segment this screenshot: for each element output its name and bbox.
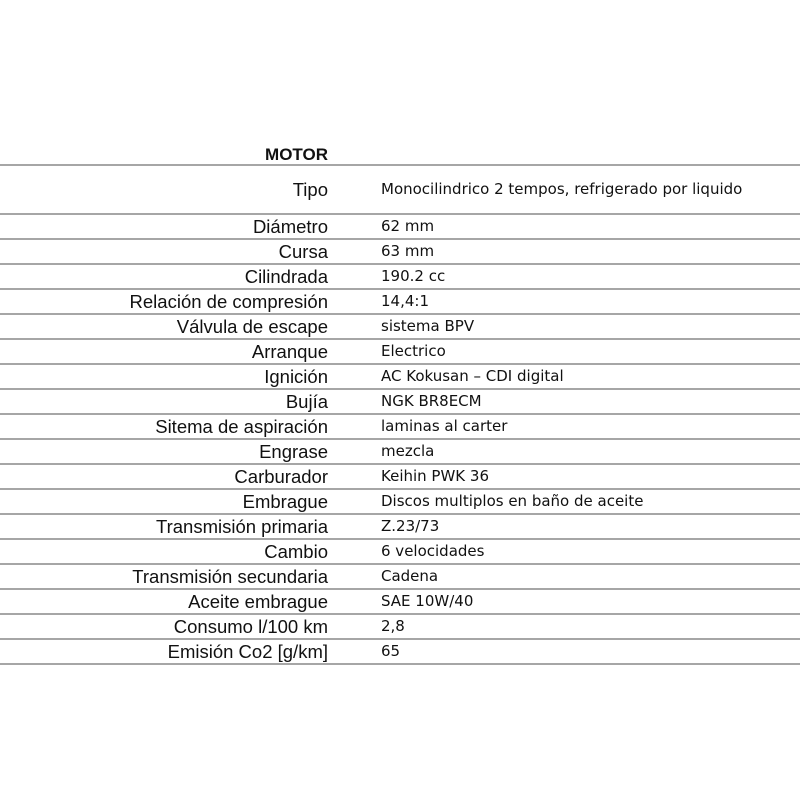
spec-label: Transmisión primaria: [155, 516, 328, 537]
spec-value: SAE 10W/40: [381, 592, 474, 610]
spec-label: Cambio: [264, 541, 328, 562]
spec-row-ignicion: [0, 363, 800, 388]
spec-label: Diámetro: [252, 216, 328, 237]
spec-value: Electrico: [381, 342, 446, 360]
spec-row-tipo: [0, 164, 800, 213]
spec-value: mezcla: [381, 442, 435, 460]
spec-row-cursa: [0, 238, 800, 263]
spec-row-engrase: [0, 438, 800, 463]
spec-row-consumo: [0, 613, 800, 638]
spec-value: Cadena: [381, 567, 439, 585]
spec-label: Engrase: [259, 441, 328, 462]
spec-row-bujia: [0, 388, 800, 413]
spec-row-carburador: [0, 463, 800, 488]
spec-label: Ignición: [264, 366, 328, 387]
spec-value: NGK BR8ECM: [381, 392, 482, 410]
spec-row-cilindrada: [0, 263, 800, 288]
spec-label: Aceite embrague: [188, 591, 328, 612]
spec-row-aceite-embrague: [0, 588, 800, 613]
spec-value: 63 mm: [381, 242, 435, 260]
spec-row-emision-co2: [0, 638, 800, 665]
spec-label: Cilindrada: [244, 266, 328, 287]
spec-label: Válvula de escape: [176, 316, 328, 337]
spec-row-aspiracion: [0, 413, 800, 438]
spec-row-cambio: [0, 538, 800, 563]
spec-label: Carburador: [234, 466, 328, 487]
spec-value: 65: [381, 642, 401, 660]
spec-label: Transmisión secundaria: [132, 566, 328, 587]
spec-value: AC Kokusan – CDI digital: [381, 367, 564, 385]
spec-label: Arranque: [251, 341, 328, 362]
spec-label: Emisión Co2 [g/km]: [167, 641, 328, 662]
spec-row-arranque: [0, 338, 800, 363]
spec-label: Bujía: [285, 391, 328, 412]
spec-label: Cursa: [278, 241, 328, 262]
spec-value: Monocilindrico 2 tempos, refrigerado por liquido: [381, 180, 743, 198]
spec-label: Sitema de aspiración: [155, 416, 328, 437]
spec-table: [0, 164, 800, 665]
spec-label: Embrague: [242, 491, 328, 512]
spec-row-valvula-escape: [0, 313, 800, 338]
spec-value: Z.23/73: [381, 517, 440, 535]
spec-value: 62 mm: [381, 217, 435, 235]
spec-value: 2,8: [381, 617, 405, 635]
spec-value: Discos multiplos en baño de aceite: [381, 492, 644, 510]
spec-value: 6 velocidades: [381, 542, 485, 560]
spec-label: Consumo l/100 km: [173, 616, 328, 637]
spec-value: Keihin PWK 36: [381, 467, 490, 485]
spec-row-transmision-secundaria: [0, 563, 800, 588]
spec-value: laminas al carter: [381, 417, 508, 435]
spec-label: Tipo: [292, 179, 328, 200]
spec-row-transmision-primaria: [0, 513, 800, 538]
spec-row-diametro: [0, 213, 800, 238]
spec-value: 14,4:1: [381, 292, 429, 310]
section-title: MOTOR: [265, 145, 328, 164]
spec-row-embrague: [0, 488, 800, 513]
spec-value: sistema BPV: [381, 317, 475, 335]
spec-value: 190.2 cc: [381, 267, 446, 285]
spec-row-relacion-compresion: [0, 288, 800, 313]
spec-label: Relación de compresión: [129, 291, 328, 312]
